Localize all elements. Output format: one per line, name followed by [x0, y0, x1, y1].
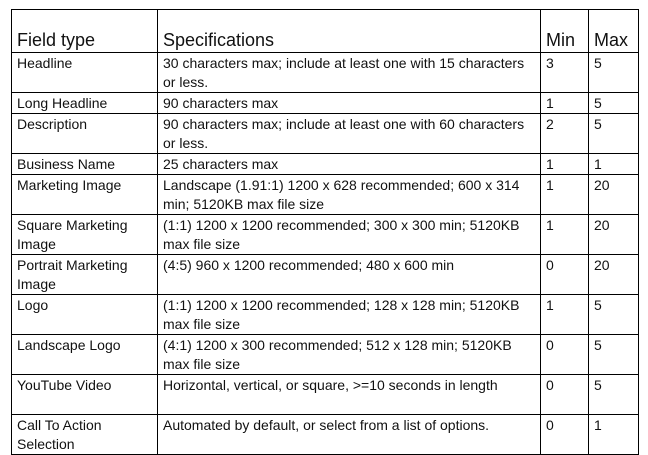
field-type-cell: Marketing Image: [12, 175, 158, 215]
spec-cell: 90 characters max; include at least one with 60 characters or less.: [158, 114, 541, 154]
max-cell: 5: [589, 375, 639, 415]
field-type-cell: Landscape Logo: [12, 335, 158, 375]
table-row: [12, 335, 639, 375]
table-header-row: [12, 10, 639, 53]
asset-spec-table: [11, 9, 639, 455]
field-type-cell: Description: [12, 114, 158, 154]
spec-cell: (1:1) 1200 x 1200 recommended; 300 x 300 min; 5120KB max file size: [158, 215, 541, 255]
max-cell: 5: [589, 53, 639, 93]
max-cell: 1: [589, 415, 639, 455]
field-type-cell: Headline: [12, 53, 158, 93]
min-cell: 1: [541, 175, 589, 215]
field-type-cell: Portrait Marketing Image: [12, 255, 158, 295]
spec-cell: Landscape (1.91:1) 1200 x 628 recommended; 600 x 314 min; 5120KB max file size: [158, 175, 541, 215]
table-row: [12, 175, 639, 215]
header-specifications: Specifications: [158, 10, 541, 53]
min-cell: 0: [541, 335, 589, 375]
min-cell: 2: [541, 114, 589, 154]
max-cell: 5: [589, 335, 639, 375]
min-cell: 1: [541, 215, 589, 255]
field-type-cell: Square Marketing Image: [12, 215, 158, 255]
min-cell: 3: [541, 53, 589, 93]
min-cell: 1: [541, 295, 589, 335]
table-row: [12, 415, 639, 455]
table-row: [12, 215, 639, 255]
table-row: [12, 154, 639, 175]
max-cell: 20: [589, 255, 639, 295]
max-cell: 1: [589, 154, 639, 175]
spec-cell: 90 characters max: [158, 93, 541, 114]
header-min: Min: [541, 10, 589, 53]
table-row: [12, 255, 639, 295]
table-row: [12, 295, 639, 335]
min-cell: 0: [541, 415, 589, 455]
field-type-cell: Long Headline: [12, 93, 158, 114]
spec-cell: 25 characters max: [158, 154, 541, 175]
min-cell: 1: [541, 154, 589, 175]
field-type-cell: Business Name: [12, 154, 158, 175]
max-cell: 5: [589, 114, 639, 154]
spec-cell: 30 characters max; include at least one with 15 characters or less.: [158, 53, 541, 93]
spec-cell: (4:5) 960 x 1200 recommended; 480 x 600 min: [158, 255, 541, 295]
min-cell: 0: [541, 255, 589, 295]
field-type-cell: YouTube Video: [12, 375, 158, 415]
min-cell: 0: [541, 375, 589, 415]
header-max: Max: [589, 10, 639, 53]
spec-cell: Horizontal, vertical, or square, >=10 seconds in length: [158, 375, 541, 415]
field-type-cell: Call To Action Selection: [12, 415, 158, 455]
max-cell: 20: [589, 175, 639, 215]
table-row: [12, 375, 639, 415]
table-row: [12, 53, 639, 93]
max-cell: 20: [589, 215, 639, 255]
max-cell: 5: [589, 93, 639, 114]
spec-cell: Automated by default, or select from a list of options.: [158, 415, 541, 455]
max-cell: 5: [589, 295, 639, 335]
table-row: [12, 93, 639, 114]
spec-cell: (1:1) 1200 x 1200 recommended; 128 x 128 min; 5120KB max file size: [158, 295, 541, 335]
field-type-cell: Logo: [12, 295, 158, 335]
table-row: [12, 114, 639, 154]
min-cell: 1: [541, 93, 589, 114]
spec-cell: (4:1) 1200 x 300 recommended; 512 x 128 min; 5120KB max file size: [158, 335, 541, 375]
header-field-type: Field type: [12, 10, 158, 53]
